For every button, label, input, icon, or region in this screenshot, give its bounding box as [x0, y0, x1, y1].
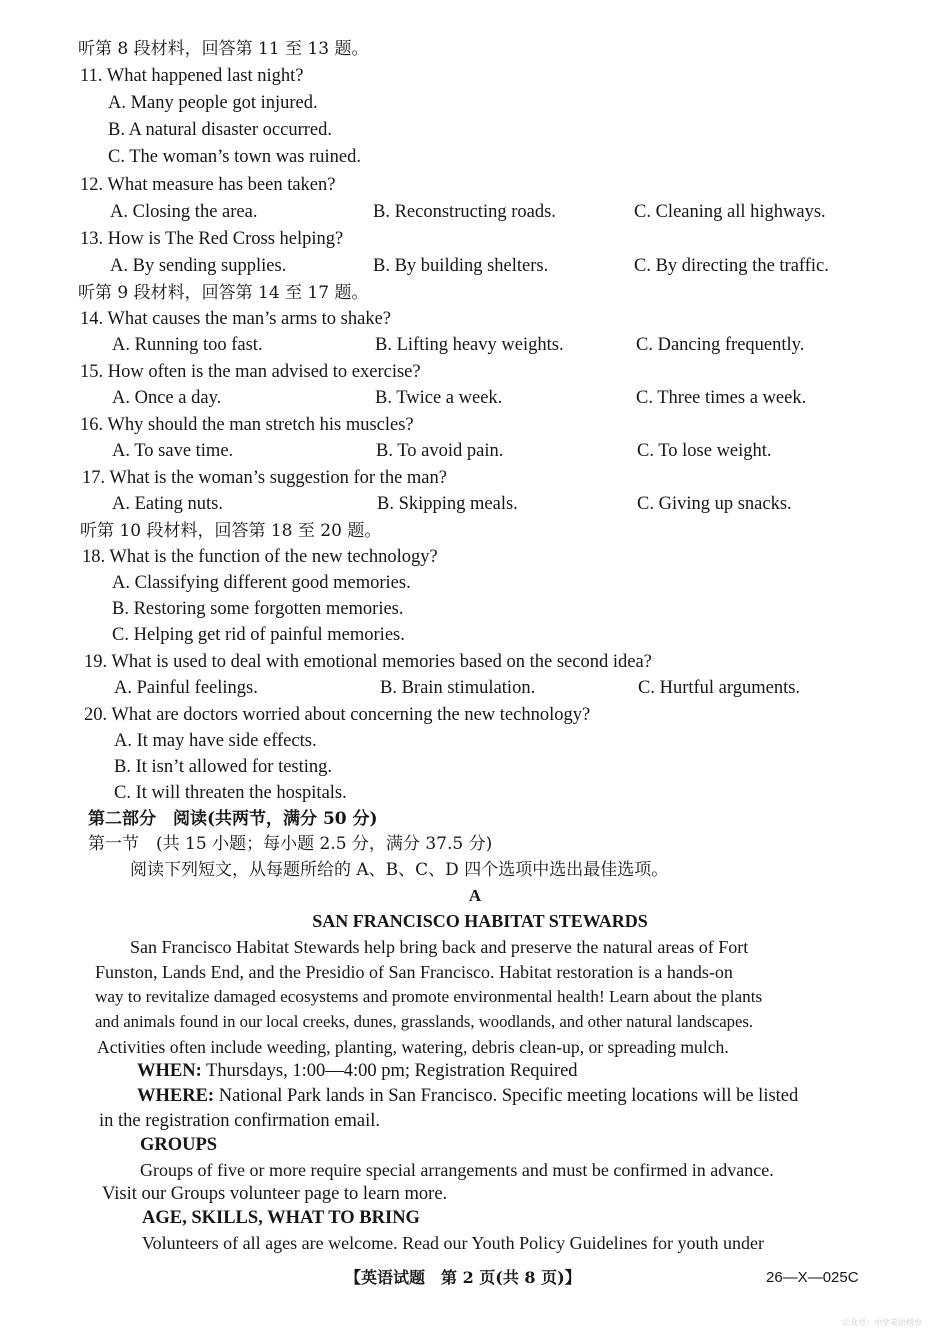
question-19-option-a: A. Painful feelings.: [114, 678, 258, 698]
when-line: [137, 1060, 578, 1082]
when-text: Thursdays, 1:00—4:00 pm; Registration Required: [201, 1061, 578, 1081]
watermark: 公众号：中学英语榜单: [842, 1318, 922, 1327]
question-16-stem: 16. Why should the man stretch his muscles?: [80, 415, 414, 435]
question-18-option-c: C. Helping get rid of painful memories.: [112, 625, 405, 645]
question-16-option-a: A. To save time.: [112, 441, 234, 461]
reading-instruction: 阅读下列短文，从每题所给的 A、B、C、D 四个选项中选出最佳选项。: [130, 860, 669, 880]
question-17-stem: 17. What is the woman’s suggestion for the man?: [82, 468, 447, 488]
question-12-option-b: B. Reconstructing roads.: [373, 202, 556, 222]
question-11-option-b: B. A natural disaster occurred.: [108, 120, 332, 140]
question-18-option-b: B. Restoring some forgotten memories.: [112, 599, 404, 619]
question-17-option-b: B. Skipping meals.: [377, 494, 518, 514]
question-12-option-c: C. Cleaning all highways.: [634, 202, 826, 222]
passage-paragraph-line-1: San Francisco Habitat Stewards help bring back and preserve the natural areas of Fort: [130, 937, 749, 957]
when-label: WHEN:: [137, 1061, 202, 1081]
age-skills-heading: AGE, SKILLS, WHAT TO BRING: [142, 1208, 420, 1228]
where-continuation: in the registration confirmation email.: [99, 1111, 381, 1131]
question-20-option-b: B. It isn’t allowed for testing.: [114, 757, 333, 777]
page-footer: 【英语试题 第 2 页(共 8 页)】: [345, 1268, 581, 1287]
part-2-title: 第二部分 阅读(共两节，满分 50 分): [88, 809, 378, 829]
section-8-header: 听第 8 段材料，回答第 11 至 13 题。: [78, 39, 369, 59]
question-14-option-a: A. Running too fast.: [112, 335, 263, 355]
question-20-option-c: C. It will threaten the hospitals.: [114, 783, 347, 803]
passage-title: SAN FRANCISCO HABITAT STEWARDS: [312, 911, 648, 931]
question-11-option-a: A. Many people got injured.: [108, 93, 318, 113]
question-20-option-a: A. It may have side effects.: [114, 731, 317, 751]
question-16-option-c: C. To lose weight.: [637, 441, 772, 461]
passage-paragraph-line-4: and animals found in our local creeks, dunes, grasslands, woodlands, and other natural landscapes.: [95, 1012, 754, 1031]
question-12-option-a: A. Closing the area.: [110, 202, 258, 222]
question-19-option-c: C. Hurtful arguments.: [638, 678, 801, 698]
question-16-option-b: B. To avoid pain.: [376, 441, 504, 461]
question-11-stem: 11. What happened last night?: [80, 66, 304, 86]
question-17-option-a: A. Eating nuts.: [112, 494, 223, 514]
passage-paragraph-line-5: Activities often include weeding, planting, watering, debris clean-up, or spreading mulch.: [97, 1037, 729, 1057]
question-13-stem: 13. How is The Red Cross helping?: [80, 229, 344, 249]
question-19-stem: 19. What is used to deal with emotional memories based on the second idea?: [84, 652, 652, 672]
question-15-option-a: A. Once a day.: [112, 388, 222, 408]
question-20-stem: 20. What are doctors worried about concerning the new technology?: [84, 705, 591, 725]
passage-paragraph-line-2: Funston, Lands End, and the Presidio of San Francisco. Habitat restoration is a hands-on: [95, 962, 733, 982]
question-13-option-a: A. By sending supplies.: [110, 256, 287, 276]
question-18-option-a: A. Classifying different good memories.: [112, 573, 411, 593]
question-15-option-b: B. Twice a week.: [375, 388, 503, 408]
question-11-option-c: C. The woman’s town was ruined.: [108, 147, 361, 167]
age-line-1: Volunteers of all ages are welcome. Read our Youth Policy Guidelines for youth under: [142, 1233, 765, 1253]
groups-heading: GROUPS: [140, 1135, 218, 1155]
exam-code: 26—X—025C: [766, 1269, 859, 1286]
passage-letter: A: [468, 886, 482, 905]
question-17-option-c: C. Giving up snacks.: [637, 494, 792, 514]
question-14-stem: 14. What causes the man’s arms to shake?: [80, 309, 391, 329]
question-14-option-b: B. Lifting heavy weights.: [375, 335, 564, 355]
question-15-option-c: C. Three times a week.: [636, 388, 807, 408]
passage-paragraph-line-3: way to revitalize damaged ecosystems and promote environmental health! Learn about the plants: [95, 987, 763, 1006]
section-10-header: 听第 10 段材料，回答第 18 至 20 题。: [80, 521, 382, 541]
question-12-stem: 12. What measure has been taken?: [80, 175, 336, 195]
question-13-option-b: B. By building shelters.: [373, 256, 549, 276]
groups-line-2: Visit our Groups volunteer page to learn more.: [102, 1184, 448, 1204]
question-19-option-b: B. Brain stimulation.: [380, 678, 536, 698]
section-1-title: 第一节 (共 15 小题；每小题 2.5 分，满分 37.5 分): [88, 834, 493, 854]
where-line: [137, 1085, 798, 1107]
question-13-option-c: C. By directing the traffic.: [634, 256, 829, 276]
section-9-header: 听第 9 段材料，回答第 14 至 17 题。: [78, 283, 369, 303]
question-18-stem: 18. What is the function of the new technology?: [82, 547, 438, 567]
groups-line-1: Groups of five or more require special arrangements and must be confirmed in advance.: [140, 1160, 774, 1180]
question-14-option-c: C. Dancing frequently.: [636, 335, 805, 355]
where-label: WHERE:: [137, 1086, 215, 1106]
where-text: National Park lands in San Francisco. Specific meeting locations will be listed: [214, 1086, 799, 1106]
question-15-stem: 15. How often is the man advised to exercise?: [80, 362, 421, 382]
